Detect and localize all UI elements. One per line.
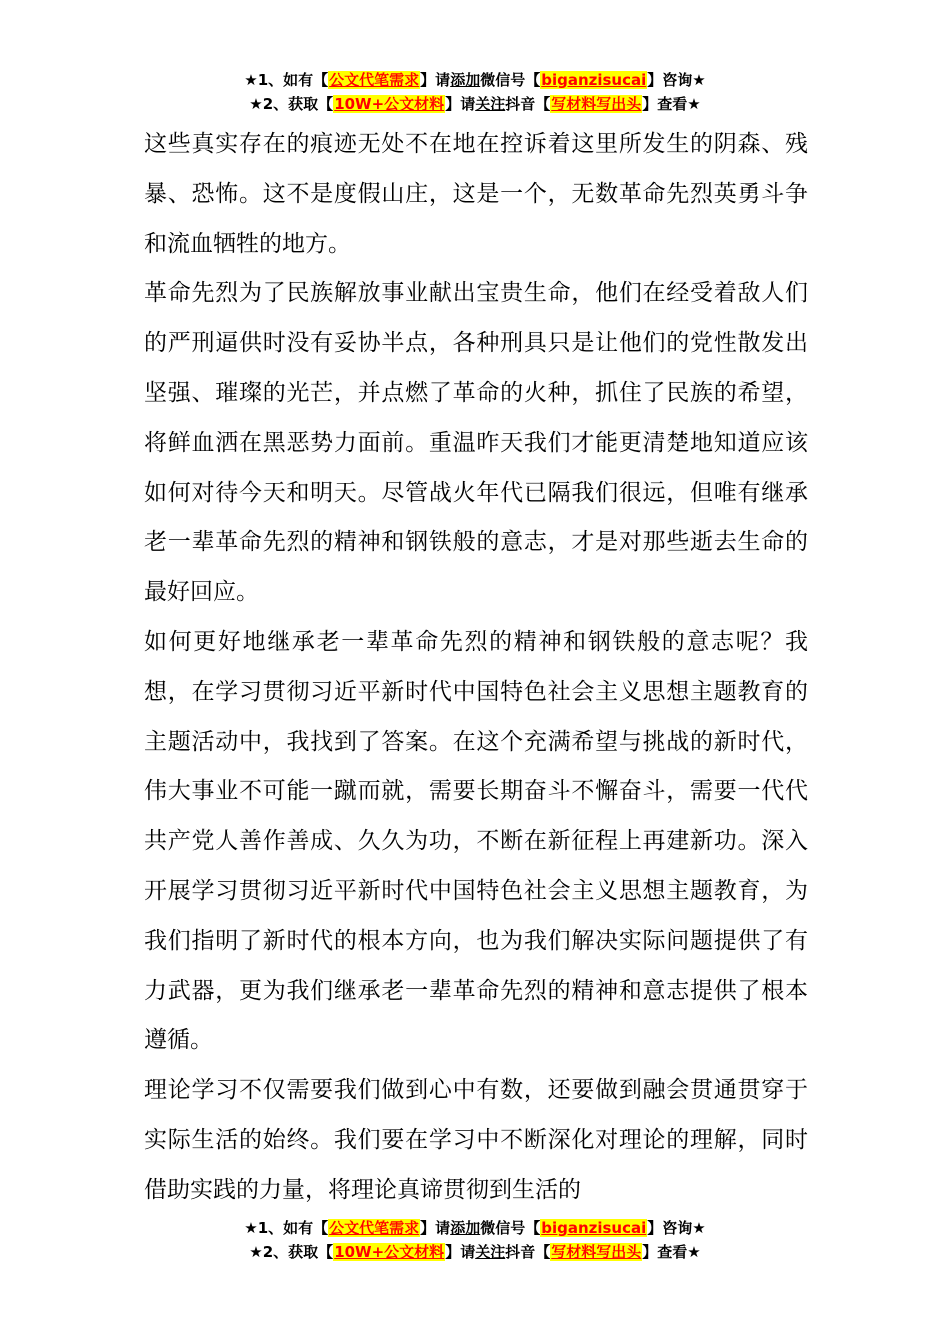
wechat-id: biganzisucai: [541, 1219, 647, 1237]
banner-underline: 关注: [475, 1243, 506, 1261]
banner-text: 】咨询★: [647, 1219, 706, 1237]
banner-line-2: [0, 1240, 950, 1264]
document-body: [144, 120, 808, 1216]
wechat-id: biganzisucai: [541, 71, 647, 89]
douyin-account: 写材料写出头: [551, 1243, 642, 1261]
banner-line-1: [0, 1216, 950, 1240]
banner-text: 微信号【: [480, 1219, 541, 1237]
banner-text: ★2、获取【: [249, 1243, 334, 1261]
banner-text: 抖音【: [505, 95, 551, 113]
banner-text: ★1、如有【: [244, 1219, 329, 1237]
banner-underline: 关注: [475, 95, 506, 113]
paragraph: 如何更好地继承老一辈革命先烈的精神和钢铁般的意志呢？我想，在学习贯彻习近平新时代中国特色社会主义思想主题教育的主题活动中，我找到了答案。在这个充满希望与挑战的新时代，伟大事业不可能一蹴而就，需要长期奋斗不懈奋斗，需要一代代共产党人善作善成、久久为功，不断在新征程上再建新功。深入开展学习贯彻习近平新时代中国特色社会主义思想主题教育，为我们指明了新时代的根本方向，也为我们解决实际问题提供了有力武器，更为我们继承老一辈革命先烈的精神和意志提供了根本遵循。: [144, 628, 808, 1054]
banner-highlight: 10W+公文材料: [334, 1243, 445, 1261]
banner-text: ★2、获取【: [249, 95, 334, 113]
banner-underline: 添加: [450, 1219, 481, 1237]
header-banner: [0, 68, 950, 116]
banner-underline: 添加: [450, 71, 481, 89]
banner-text: 】咨询★: [647, 71, 706, 89]
banner-text: 】查看★: [642, 1243, 701, 1261]
banner-highlight: 10W+公文材料: [334, 95, 445, 113]
banner-text: ★1、如有【: [244, 71, 329, 89]
footer-banner: [0, 1216, 950, 1264]
paragraph: 理论学习不仅需要我们做到心中有数，还要做到融会贯通贯穿于实际生活的始终。我们要在学习中不断深化对理论的理解，同时借助实践的力量，将理论真谛贯彻到生活的: [144, 1077, 808, 1203]
banner-text: 】查看★: [642, 95, 701, 113]
douyin-account: 写材料写出头: [551, 95, 642, 113]
banner-text: 】请: [445, 1243, 476, 1261]
banner-text: 】请: [420, 1219, 451, 1237]
banner-highlight: 公文代笔需求: [329, 71, 420, 89]
banner-highlight: 公文代笔需求: [329, 1219, 420, 1237]
banner-text: 微信号【: [480, 71, 541, 89]
banner-text: 抖音【: [505, 1243, 551, 1261]
banner-line-2: [0, 92, 950, 116]
banner-line-1: [0, 68, 950, 92]
banner-text: 】请: [445, 95, 476, 113]
paragraph: 这些真实存在的痕迹无处不在地在控诉着这里所发生的阴森、残暴、恐怖。这不是度假山庄，这是一个，无数革命先烈英勇斗争和流血牺牲的地方。: [144, 131, 808, 257]
banner-text: 】请: [420, 71, 451, 89]
paragraph: 革命先烈为了民族解放事业献出宝贵生命，他们在经受着敌人们的严刑逼供时没有妥协半点，各种刑具只是让他们的党性散发出坚强、璀璨的光芒，并点燃了革命的火种，抓住了民族的希望，将鲜血洒在黑恶势力面前。重温昨天我们才能更清楚地知道应该如何对待今天和明天。尽管战火年代已隔我们很远，但唯有继承老一辈革命先烈的精神和钢铁般的意志，才是对那些逝去生命的最好回应。: [144, 280, 808, 606]
